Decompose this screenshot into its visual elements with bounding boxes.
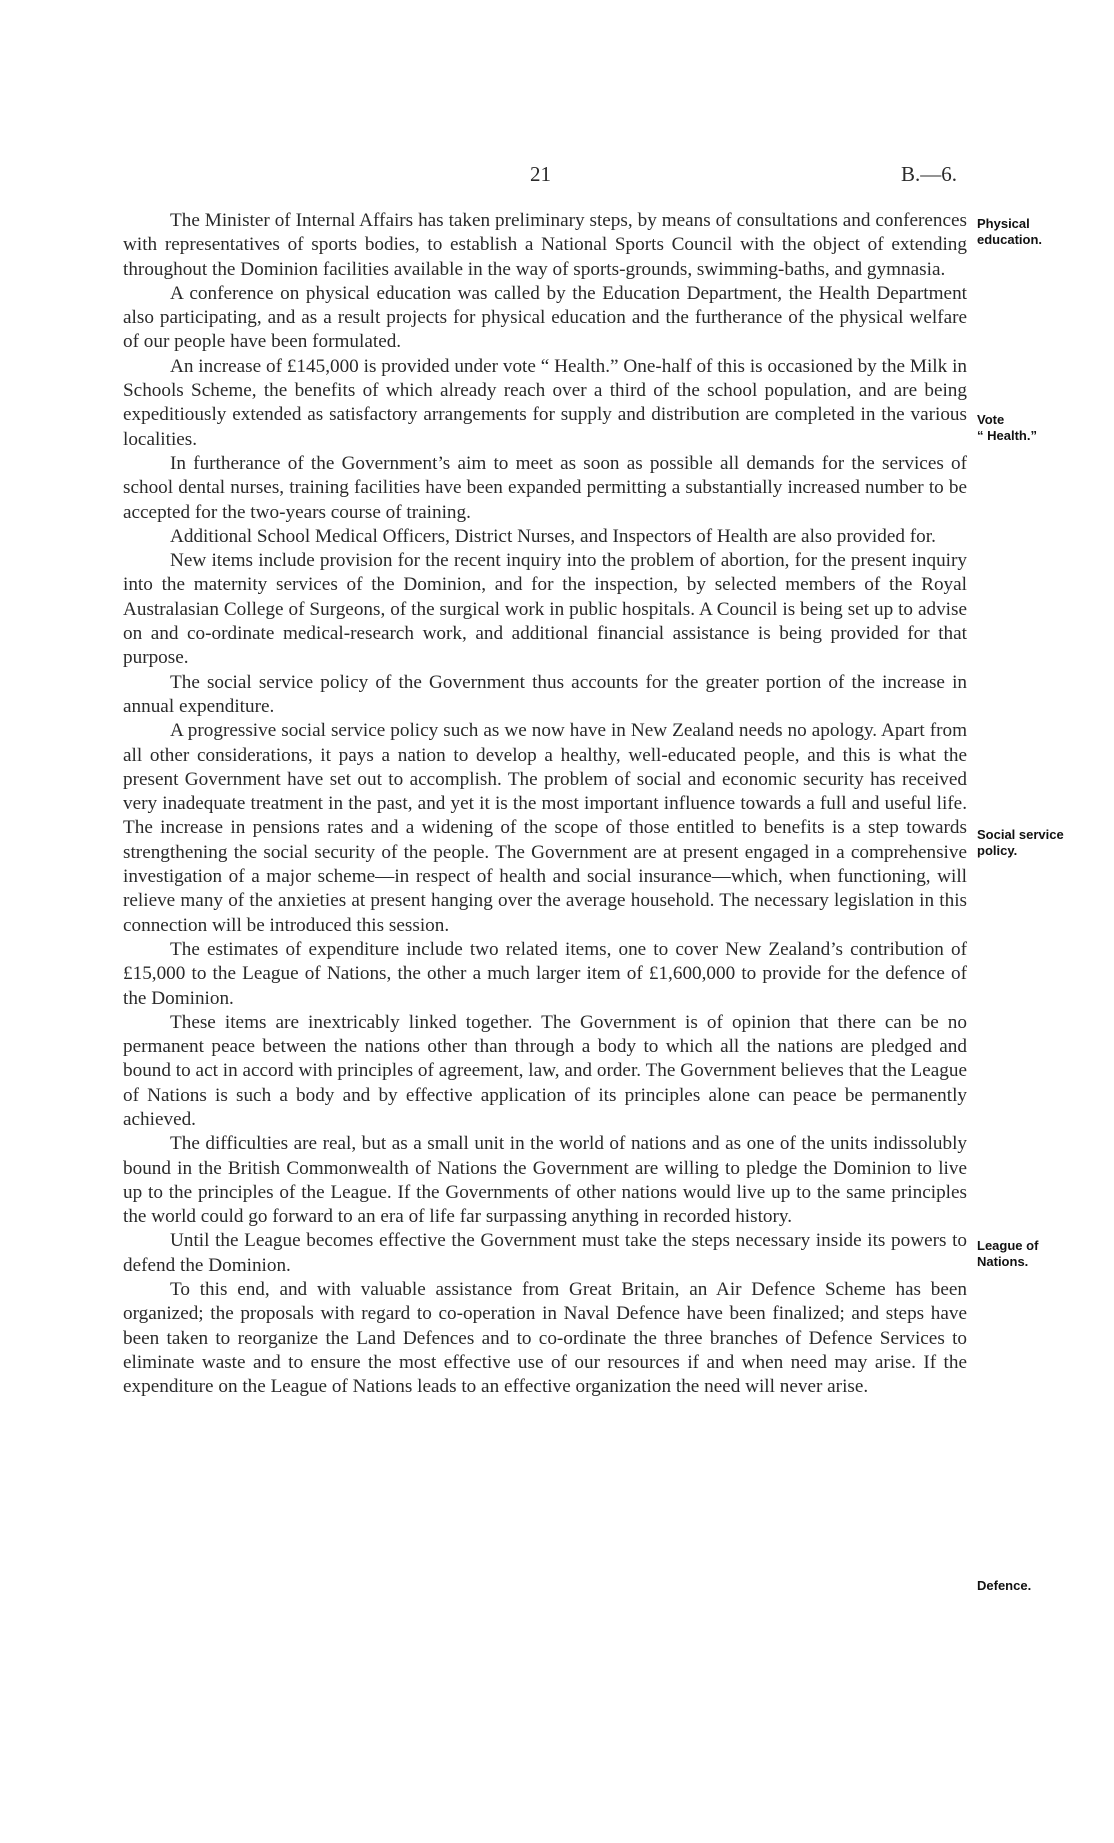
paragraph-physical-education-conference: A conference on physical education was called by the Education Department, the Health Department also participating, and as a result projects for physical education and the furtherance of the physical welfare of our people have been formulated. — [123, 282, 967, 353]
sidenote-vote-health — [977, 412, 1107, 444]
body-text — [123, 209, 967, 1400]
sidenote-line: policy. — [977, 843, 1018, 858]
sidenote-league-of-nations — [977, 1238, 1107, 1270]
sidenote-line: Vote — [977, 412, 1005, 427]
sidenote-line: education. — [977, 232, 1043, 247]
sidenote-line: Defence. — [977, 1578, 1032, 1593]
document-reference: B.—6. — [901, 162, 958, 186]
paragraph-dental-nurses: In furtherance of the Government’s aim to meet as soon as possible all demands for the services of school dental nurses, training facilities have been expanded permitting a substantially increased number to be accepted for the two-years course of training. — [123, 452, 967, 523]
page-header — [0, 162, 1114, 192]
paragraph-new-items: New items include provision for the recent inquiry into the problem of abortion, for the present inquiry into the maternity services of the Dominion, and for the inspection, by selected members of the Royal Australasian College of Surgeons, of the surgical work in public hospitals. A Council is being set up to advise on and co-ordinate medical-research work, and additional financial assistance is being provided for that purpose. — [123, 550, 967, 669]
sidenote-line: Social service — [977, 827, 1064, 842]
page-number: 21 — [530, 162, 551, 186]
sidenote-social-service-policy — [977, 827, 1107, 859]
paragraph-difficulties: The difficulties are real, but as a small unit in the world of nations and as one of the units indissolubly bound in the British Commonwealth of Nations the Government are willing to pledge the Dominion to live up to the principles of the League. If the Governments of other nations would live up to the same principles the world could go forward to an era of life far surpassing anything in recorded history. — [123, 1133, 967, 1228]
paragraph-until-league-effective: Until the League becomes effective the Government must take the steps necessary inside its powers to defend the Dominion. — [123, 1230, 967, 1276]
paragraph-sports-council: The Minister of Internal Affairs has taken preliminary steps, by means of consultations and conferences with representatives of sports bodies, to establish a National Sports Council with the object of extending throughout the Dominion facilities available in the way of sports-grounds, swimming-baths, and gymnasia. — [123, 210, 967, 280]
paragraph-estimates-related-items: The estimates of expenditure include two related items, one to cover New Zealand’s contribution of £15,000 to the League of Nations, the other a much larger item of £1,600,000 to provide for the defence of the Dominion. — [123, 938, 967, 1009]
paragraph-social-service-expenditure: The social service policy of the Government thus accounts for the greater portion of the increase in annual expenditure. — [123, 671, 967, 717]
paragraph-health-vote-increase: An increase of £145,000 is provided under vote “ Health.” One-half of this is occasioned by the Milk in Schools Scheme, the benefits of which already reach over a third of the school population, and are being expeditiously extended as satisfactory arrangements for supply and distribution are completed in the various localities. — [123, 355, 967, 450]
paragraph-progressive-policy: A progressive social service policy such as we now have in New Zealand needs no apology. Apart from all other considerations, it pays a nation to develop a healthy, well-educated people, and this is what the present Government have set out to accomplish. The problem of social and economic security has received very inadequate treatment in the past, and yet it is the most important influence towards a full and useful life. The increase in pensions rates and a widening of the scope of those entitled to benefits is a step towards strengthening the social security of the people. The Government are at present engaged in a comprehensive investigation of a major scheme—in respect of health and social insurance—which, when functioning, will relieve many of the anxieties at present hanging over the average household. The necessary legislation in this connection will be introduced this session. — [123, 720, 967, 936]
paragraph-defence-scheme: To this end, and with valuable assistance from Great Britain, an Air Defence Scheme has been organized; the proposals with regard to co-operation in Naval Defence have been finalized; and steps have been taken to reorganize the Land Defences and to co-ordinate the three branches of Defence Services to eliminate waste and to ensure the most effective use of our resources if and when need may arise. If the expenditure on the League of Nations leads to an effective organization the need will never arise. — [123, 1279, 967, 1398]
sidenote-line: “ Health.” — [977, 428, 1037, 443]
sidenote-line: Physical — [977, 216, 1030, 231]
sidenote-physical-education — [977, 216, 1107, 248]
sidenote-line: League of — [977, 1238, 1039, 1253]
paragraph-medical-officers: Additional School Medical Officers, District Nurses, and Inspectors of Health are also provided for. — [170, 525, 936, 547]
sidenote-defence — [977, 1578, 1107, 1594]
paragraph-league-linked-items: These items are inextricably linked together. The Government is of opinion that there can be no permanent peace between the nations other than through a body to which all the nations are pledged and bound to act in accord with principles of agreement, law, and order. The Government believes that the League of Nations is such a body and by effective application of its principles alone can peace be permanently achieved. — [123, 1011, 967, 1130]
sidenote-line: Nations. — [977, 1254, 1029, 1269]
